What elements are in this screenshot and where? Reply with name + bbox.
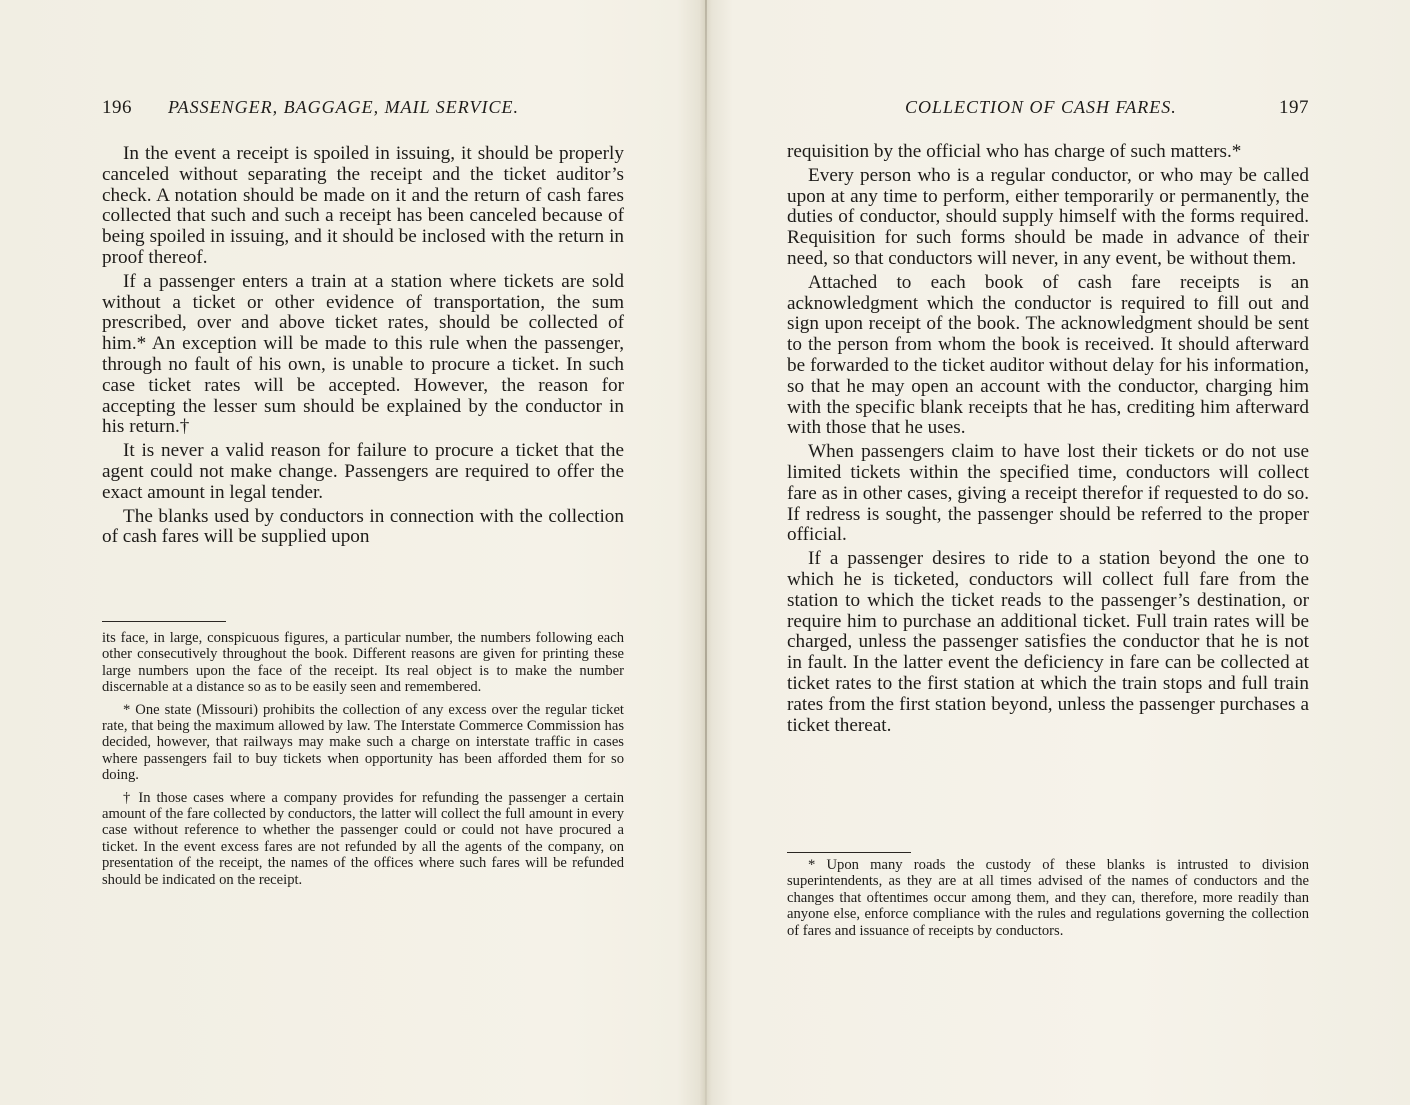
right-running-head xyxy=(787,97,1309,123)
left-footnotes xyxy=(102,630,624,894)
left-paragraph: In the event a receipt is spoiled in issuing, it should be properly canceled without separating the receipt and the ticket auditor’s check. A notation should be made on it and the return of cash fares collected that such and such a receipt has been canceled because of being spoiled in issuing, and it should be inclosed with the return in proof thereof. xyxy=(102,143,624,268)
right-page xyxy=(787,0,1309,1105)
left-paragraph: It is never a valid reason for failure to procure a ticket that the agent could not make change. Passengers are required to offer the exact amount in legal tender. xyxy=(102,440,624,503)
right-paragraph: Every person who is a regular conductor, or who may be called upon at any time to perform, either temporarily or permanently, the duties of conductor, should supply himself with the forms required. Requisition for such forms should be made in advance of their need, so that conductors will never, in any event, be without them. xyxy=(787,164,1309,269)
right-paragraph: If a passenger desires to ride to a station beyond the one to which he is ticketed, conductors will collect full fare from the station to which the ticket reads to the passenger’s destination, or require him to purchase an additional ticket. Full train rates will be charged, unless the passenger satisfies the conductor that he is not in fault. In the latter event the deficiency in fare can be collected at ticket rates to the first station at which the train stops and full train rates from the first station beyond, unless the passenger purchases a ticket thereat. xyxy=(787,548,1309,736)
right-paragraph: When passengers claim to have lost their tickets or do not use limited tickets within the specified time, conductors will collect fare as in other cases, giving a receipt therefor if requested to do so. If redress is sought, the passenger should be referred to the proper official. xyxy=(787,441,1309,546)
left-page-number: 196 xyxy=(102,97,132,118)
book-gutter xyxy=(705,0,707,1105)
right-page-number: 197 xyxy=(1279,97,1309,118)
left-paragraph: If a passenger enters a train at a station where tickets are sold without a ticket or other evidence of transportation, the sum prescribed, over and above ticket rates, should be collected of him.* An exception will be made to this rule when the passenger, through no fault of his own, is unable to procure a ticket. In such case ticket rates will be accepted. However, the reason for accepting the lesser sum should be explained by the conductor in his return.† xyxy=(102,270,624,438)
right-footnotes xyxy=(787,857,1309,945)
left-body-text xyxy=(102,144,624,551)
left-footnote-continued: its face, in large, conspicuous figures, a particular number, the numbers following each other consecutively throughout the book. Different reasons are given for printing these large numbers upon the face of the receipt. Its real object is to make the number discernable at a distance so as to be easily seen and remembered. xyxy=(102,630,624,696)
right-running-title: COLLECTION OF CASH FARES. xyxy=(905,97,1177,117)
right-footnote-asterisk: * Upon many roads the custody of these blanks is intrusted to division superintendents, as they are at all times advised of the names of conductors and the changes that oftentimes occur among them, and they can, therefore, more readily than anyone else, enforce compliance with the rules and regulations governing the collection of fares and issuance of receipts by conductors. xyxy=(787,857,1309,939)
left-footnote-rule xyxy=(102,621,226,622)
left-page xyxy=(102,0,624,1105)
right-paragraph: requisition by the official who has charge of such matters.* xyxy=(787,141,1242,162)
right-paragraph: Attached to each book of cash fare receipts is an acknowledgment which the conductor is required to fill out and sign upon receipt of the book. The acknowledgment should be sent to the person from whom the book is received. It should afterward be forwarded to the ticket auditor without delay for his information, so that he may open an account with the conductor, charging him with the specific blank receipts that he has, crediting him afterward with those that he uses. xyxy=(787,271,1309,439)
right-footnote-rule xyxy=(787,852,911,853)
left-footnote-dagger: † In those cases where a company provides for refunding the passenger a certain amount of the fare collected by conductors, the latter will collect the full amount in every case without reference to whether the passenger could or could not have procured a ticket. In the event excess fares are not refunded by all the agents of the company, on presentation of the receipt, the names of the offices where such fares will be refunded should be indicated on the receipt. xyxy=(102,789,624,888)
left-paragraph: The blanks used by conductors in connection with the collection of cash fares will be supplied upon xyxy=(102,505,624,548)
left-footnote-asterisk: * One state (Missouri) prohibits the collection of any excess over the regular ticket rate, that being the maximum allowed by law. The Interstate Commerce Commission has decided, however, that railways may make such a charge on interstate traffic in cases where passengers fail to buy tickets when opportunity has been afforded them for so doing. xyxy=(102,701,624,784)
left-running-head xyxy=(102,97,624,123)
left-running-title: PASSENGER, BAGGAGE, MAIL SERVICE. xyxy=(168,97,519,117)
right-body-text xyxy=(787,142,1309,739)
